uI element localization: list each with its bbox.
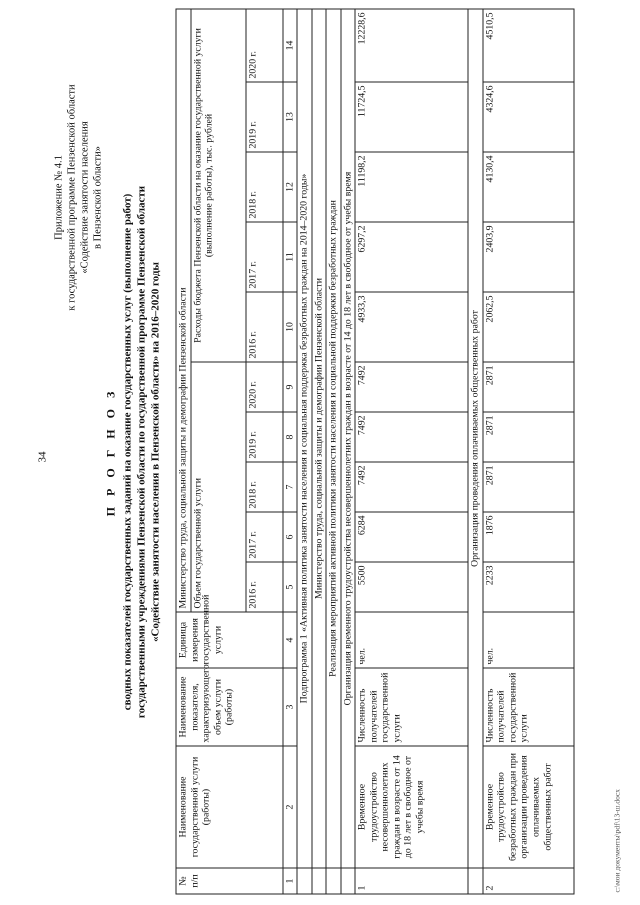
col-number: 10 bbox=[283, 292, 298, 362]
col-number: 1 bbox=[283, 868, 298, 894]
year-volume-2016: 2016 г. bbox=[246, 562, 283, 612]
header-num: № п/п bbox=[176, 868, 283, 894]
volume-2016: 2233 bbox=[483, 562, 574, 612]
year-volume-2017: 2017 г. bbox=[246, 512, 283, 562]
col-number: 12 bbox=[283, 152, 298, 222]
header-service: Наименование государственной услуги (работы) bbox=[176, 746, 283, 868]
section-num-cell bbox=[341, 868, 356, 894]
volume-2020: 7492 bbox=[355, 362, 468, 412]
subprogram-num-cell bbox=[297, 868, 312, 894]
measure-row bbox=[326, 9, 341, 894]
header-expenses: Расходы бюджета Пензенской области на оказание государственной услуги (выполнение работы), тыс. рублей bbox=[191, 9, 246, 362]
section-title-2: Организация проведения оплачиваемых общественных работ bbox=[468, 9, 483, 868]
col-number: 6 bbox=[283, 512, 298, 562]
year-volume-2018: 2018 г. bbox=[246, 462, 283, 512]
page-number: 34 bbox=[36, 451, 49, 463]
subprogram-title: Подпрограмма 1 «Активная политика занятости населения и социальная поддержка безработных граждан на 2014–2020 годы» bbox=[297, 9, 312, 868]
expense-2019: 4324,6 bbox=[483, 82, 574, 152]
year-expense-2017: 2017 г. bbox=[246, 222, 283, 292]
measure-title: Реализация мероприятий активной политики занятости населения и социальной поддержки безработных граждан bbox=[326, 9, 341, 868]
subprogram-row bbox=[297, 9, 312, 894]
col-number: 7 bbox=[283, 462, 298, 512]
service-name: Временное трудоустройство несовершеннолетних граждан в возрасте от 14 до 18 лет в свободное от учебы время bbox=[355, 746, 468, 868]
title-line-2: государственными учреждениями Пензенской области по государственной программе Пензенской области bbox=[135, 185, 148, 719]
volume-2016: 5500 bbox=[355, 562, 468, 612]
row-number: 2 bbox=[483, 868, 574, 894]
rotated-page bbox=[1, 0, 640, 905]
volume-2019: 2871 bbox=[483, 412, 574, 462]
volume-2020: 2871 bbox=[483, 362, 574, 412]
col-number: 8 bbox=[283, 412, 298, 462]
section-row bbox=[341, 9, 356, 894]
ministry-title: Министерство труда, социальной защиты и демографии Пензенской области bbox=[312, 9, 327, 868]
expense-2017: 2403,9 bbox=[483, 222, 574, 292]
section-num-cell bbox=[468, 868, 483, 894]
header-indicator: Наименование показателя, характеризующего объем услуги (работы) bbox=[176, 668, 283, 746]
col-number: 11 bbox=[283, 222, 298, 292]
forecast-table bbox=[176, 9, 575, 895]
indicator-name: Численность получателей государственной услуги bbox=[355, 668, 468, 746]
col-number: 14 bbox=[283, 9, 298, 82]
measure-num-cell bbox=[326, 868, 341, 894]
appendix-line-3: «Содействие занятости населения bbox=[79, 121, 91, 274]
indicator-name: Численность получателей государственной услуги bbox=[483, 668, 574, 746]
volume-2017: 1876 bbox=[483, 512, 574, 562]
appendix-note bbox=[53, 68, 106, 328]
appendix-line-1: Приложение № 4.1 bbox=[53, 155, 65, 240]
service-name: Временное трудоустройство безработных граждан при организации проведения оплачиваемых общественных работ bbox=[483, 746, 574, 868]
expense-2020: 12228,6 bbox=[355, 9, 468, 82]
volume-2019: 7492 bbox=[355, 412, 468, 462]
year-expense-2019: 2019 г. bbox=[246, 82, 283, 152]
title-heading: П Р О Г Н О З bbox=[103, 387, 118, 517]
year-expense-2018: 2018 г. bbox=[246, 152, 283, 222]
year-volume-2020: 2020 г. bbox=[246, 362, 283, 412]
col-number: 9 bbox=[283, 362, 298, 412]
header-ministry: Министерство труда, социальной защиты и демографии Пензенской области bbox=[176, 9, 191, 612]
unit-cell: чел. bbox=[483, 612, 574, 668]
table-row bbox=[355, 9, 468, 894]
header-row-ministry bbox=[176, 9, 191, 894]
appendix-line-4: в Пензенской области» bbox=[92, 146, 104, 249]
expense-2019: 11724,5 bbox=[355, 82, 468, 152]
ministry-row bbox=[312, 9, 327, 894]
section-row bbox=[468, 9, 483, 894]
col-number: 13 bbox=[283, 82, 298, 152]
file-path-footer: c:\мои документы\pdf\13-ш.docx bbox=[612, 789, 622, 893]
title-line-1: сводных показателей государственных заданий на оказание государственных услуг (выполнение работ) bbox=[121, 193, 134, 711]
expense-2016: 4933,3 bbox=[355, 292, 468, 362]
header-unit: Единица измерения государственной услуги bbox=[176, 612, 283, 668]
year-volume-2019: 2019 г. bbox=[246, 412, 283, 462]
row-number: 1 bbox=[355, 868, 468, 894]
expense-2018: 4130,4 bbox=[483, 152, 574, 222]
col-number: 3 bbox=[283, 668, 298, 746]
appendix-line-2: к государственной программе Пензенской области bbox=[66, 84, 78, 311]
year-expense-2020: 2020 г. bbox=[246, 9, 283, 82]
col-number: 5 bbox=[283, 562, 298, 612]
expense-2018: 11198,2 bbox=[355, 152, 468, 222]
section-title-1: Организация временного трудоустройства несовершеннолетних граждан в возрасте от 14 до 18 лет в свободное от учебы время bbox=[341, 9, 356, 868]
document-title bbox=[104, 40, 163, 865]
header-volume: Объем государственной услуги bbox=[191, 362, 246, 612]
expense-2017: 6297,2 bbox=[355, 222, 468, 292]
col-number: 2 bbox=[283, 746, 298, 868]
volume-2017: 6284 bbox=[355, 512, 468, 562]
ministry-num-cell bbox=[312, 868, 327, 894]
volume-2018: 2871 bbox=[483, 462, 574, 512]
expense-2016: 2062,5 bbox=[483, 292, 574, 362]
title-line-3: «Содействие занятости населения в Пензенской области» на 2016–2020 годы bbox=[149, 261, 162, 643]
table-row bbox=[483, 9, 574, 894]
unit-cell: чел. bbox=[355, 612, 468, 668]
year-expense-2016: 2016 г. bbox=[246, 292, 283, 362]
volume-2018: 7492 bbox=[355, 462, 468, 512]
expense-2020: 4510,5 bbox=[483, 9, 574, 82]
column-number-row bbox=[283, 9, 298, 894]
col-number: 4 bbox=[283, 612, 298, 668]
